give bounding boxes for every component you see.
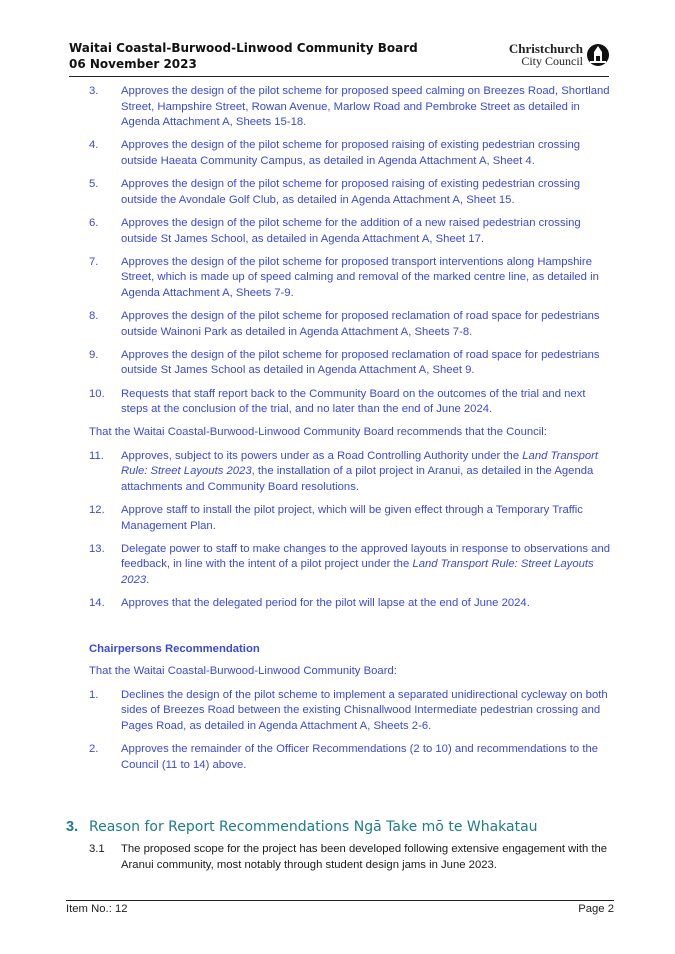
item-text: Approves the design of the pilot scheme for proposed raising of existing pedestrian crossing outside Haeata Community Campus, as detailed in Agenda Attachment A, Sheet 4.	[121, 139, 581, 167]
section-paragraph	[89, 842, 615, 873]
item-number: 5.	[89, 178, 99, 191]
header-date: 06 November 2023	[69, 57, 197, 71]
section-number: 3.	[66, 819, 79, 835]
item-text: Approves the design of the pilot scheme for proposed reclamation of road space for pedestrians outside Wainoni Park as detailed in Agenda Attachment A, Sheets 7-8.	[121, 310, 600, 338]
section-heading	[66, 819, 538, 835]
item-number: 9.	[89, 348, 99, 361]
item-text: Approves the remainder of the Officer Recommendations (2 to 10) and recommendations to the Council (11 to 14) above.	[121, 742, 599, 771]
list-item	[89, 309, 615, 340]
list-item	[89, 688, 615, 735]
item-number: 7.	[89, 255, 99, 268]
list-item	[89, 216, 615, 247]
item-number: 4.	[89, 139, 99, 152]
logo-text-bottom: City Council	[521, 54, 583, 68]
section-title: Reason for Report Recommendations Ngā Take mō te Whakatau	[89, 819, 538, 835]
item-number: 14.	[89, 597, 105, 610]
list-item	[89, 449, 615, 496]
item-text: Approves the design of the pilot scheme for the addition of a new raised pedestrian crossing outside St James School, as detailed in Agenda Attachment A, Sheet 17.	[121, 216, 581, 245]
item-number: 1.	[89, 688, 99, 701]
list-item	[89, 503, 615, 534]
logo-text-top: Christchurch	[508, 41, 583, 56]
item-number: 12.	[89, 504, 105, 516]
chairperson-heading: Chairpersons Recommendation	[89, 642, 260, 655]
page-header	[69, 40, 609, 77]
list-item	[89, 84, 615, 131]
header-board-name: Waitai Coastal-Burwood-Linwood Community Board	[69, 41, 418, 55]
item-text: Approve staff to install the pilot project, which will be given effect through a Temporary Traffic Management Plan.	[121, 504, 583, 532]
paragraph-text: The proposed scope for the project has been developed following extensive engagement with the Aranui community, most notably through student design jams in June 2023.	[121, 843, 608, 871]
list-item	[89, 742, 615, 773]
list-item	[89, 138, 615, 169]
council-recommendation-intro: That the Waitai Coastal-Burwood-Linwood Community Board recommends that the Council:	[89, 426, 547, 439]
document-body	[89, 84, 615, 781]
list-item	[89, 177, 615, 208]
item-number: 6.	[89, 216, 99, 229]
item-number: 10.	[89, 387, 105, 400]
item-text: Approves the design of the pilot scheme for proposed speed calming on Breezes Road, Shortland Street, Hampshire Street, Rowan Avenue, Marlow Road and Pembroke Street as detailed in Agenda Attachment A, Sheets 15-18.	[121, 85, 610, 129]
recommendation-list	[89, 84, 615, 418]
item-text: Delegate power to staff to make changes to the approved layouts in response to observations and feedback, in line with the intent of a pilot project under the Land Transport Rule: Street Layouts 2023.	[121, 542, 611, 586]
list-item	[89, 542, 615, 589]
council-logo	[509, 40, 609, 70]
item-number: 13.	[89, 542, 105, 555]
item-text: Approves the design of the pilot scheme for proposed reclamation of road space for pedestrians outside St James School as detailed in Agenda Attachment A, Sheet 9.	[121, 348, 600, 377]
chairperson-list	[89, 688, 615, 774]
list-item	[89, 596, 615, 612]
item-text: Approves the design of the pilot scheme for proposed transport interventions along Hampshire Street, which is made up of speed calming and removal of the marked centre line, as detailed in Agenda Attachment A, Sheets 7-9.	[121, 255, 599, 299]
item-number: 11.	[89, 449, 104, 462]
cathedral-icon	[587, 43, 609, 67]
item-number: 8.	[89, 310, 99, 323]
list-item	[89, 348, 615, 379]
paragraph-number: 3.1	[89, 843, 105, 855]
item-text: Approves the design of the pilot scheme for proposed raising of existing pedestrian crossing outside the Avondale Golf Club, as detailed in Agenda Attachment A, Sheet 15.	[121, 178, 581, 206]
item-text: Approves that the delegated period for the pilot will lapse at the end of June 2024.	[121, 597, 530, 610]
page-footer	[66, 900, 614, 915]
item-number: 2.	[89, 742, 99, 755]
footer-item-number: Item No.: 12	[66, 903, 128, 915]
item-text: Declines the design of the pilot scheme to implement a separated unidirectional cycleway on both sides of Breezes Road between the existing Chisnallwood Intermediate pedestrian crossing and Pages Road, as detailed in Agenda Attachment A, Sheets 2-6.	[121, 688, 608, 732]
list-item	[89, 255, 615, 302]
footer-page-number: Page 2	[578, 903, 614, 915]
item-text: Approves, subject to its powers under as a Road Controlling Authority under the Land Transport Rule: Street Layouts 2023, the installation of a pilot project in Aranui, as detailed in the Agenda attachments and Community Board resolutions.	[121, 449, 599, 493]
item-number: 3.	[89, 85, 99, 97]
item-text: Requests that staff report back to the Community Board on the outcomes of the trial and next steps at the conclusion of the trial, and no later than the end of June 2024.	[121, 387, 586, 416]
list-item	[89, 387, 615, 418]
chairperson-intro: That the Waitai Coastal-Burwood-Linwood Community Board:	[89, 665, 397, 678]
